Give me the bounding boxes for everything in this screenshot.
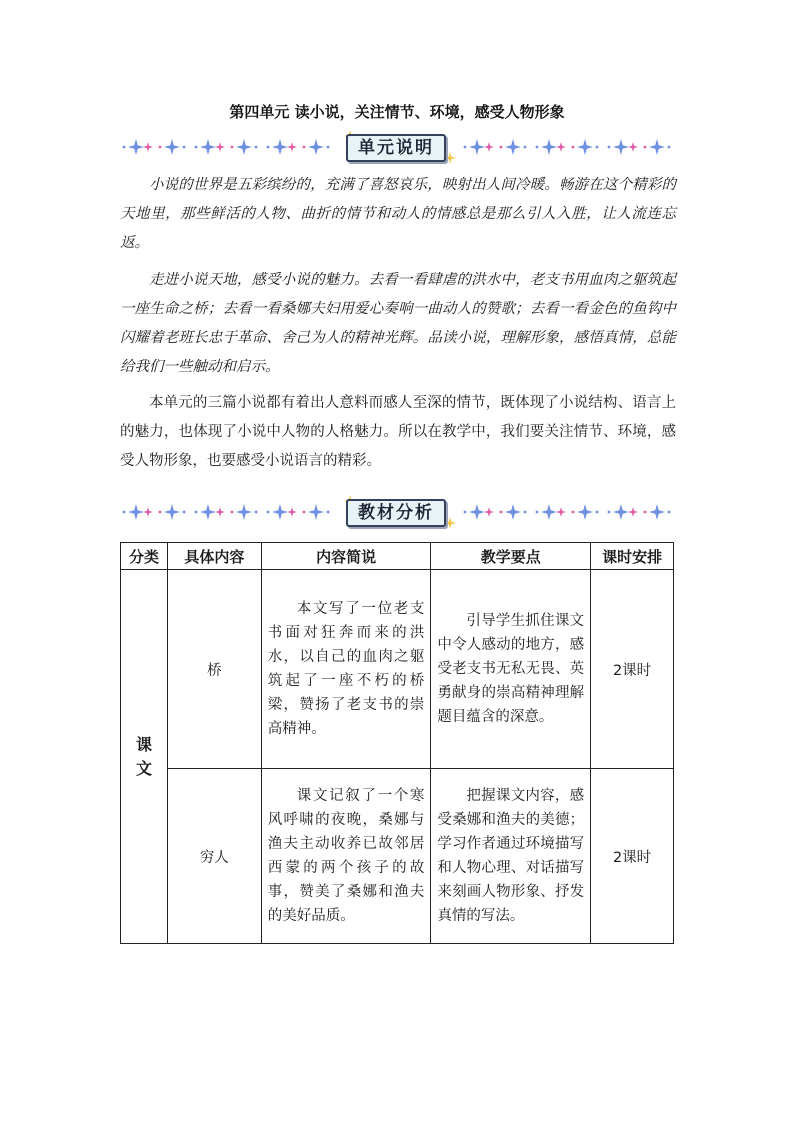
sparkle-dot-icon bbox=[231, 511, 234, 514]
sparkle-star-icon bbox=[613, 139, 629, 155]
sparkle-dot-icon bbox=[327, 511, 330, 514]
sparkle-dot-icon bbox=[668, 511, 671, 514]
sparkle-star-icon bbox=[200, 504, 216, 520]
intro-paragraph-2: 走进小说天地，感受小说的魅力。去看一看肆虐的洪水中，老支书用血肉之躯筑起一座生命之桥；去看一看桑娜夫妇用爱心奏响一曲动人的赞歌；去看一看金色的鱼钩中闪耀着老班长忠于革命、舍己为人的精神光辉。品读小说，理解形象，感悟真情，总能给我们一些触动和启示。 bbox=[120, 272, 676, 375]
sparkle-dot-icon bbox=[267, 146, 270, 149]
sparkle-dot-icon bbox=[572, 511, 575, 514]
sparkle-star-icon bbox=[541, 504, 557, 520]
category-label: 课文 bbox=[135, 734, 152, 778]
table-header-row bbox=[121, 543, 674, 570]
sparkle-dot-icon bbox=[327, 146, 330, 149]
sparkle-dot-icon bbox=[536, 511, 539, 514]
hours-cell: 2课时 bbox=[591, 570, 674, 769]
sparkle-dot-icon bbox=[183, 146, 186, 149]
sparkle-dot-icon bbox=[183, 511, 186, 514]
sparkle-dot-icon bbox=[572, 146, 575, 149]
sparkle-dot-icon bbox=[524, 511, 527, 514]
sparkle-star-icon bbox=[164, 139, 180, 155]
sparkle-star-icon bbox=[613, 504, 629, 520]
sparkle-star-icon bbox=[556, 507, 566, 517]
sparkle-dot-icon bbox=[596, 146, 599, 149]
summary-cell: 课文记叙了一个寒风呼啸的夜晚，桑娜与渔夫主动收养已故邻居西蒙的两个孩子的故事，赞美了桑娜和渔夫的美好品质。 bbox=[261, 769, 431, 944]
sparkle-star-icon bbox=[236, 139, 252, 155]
sparkle-star-icon bbox=[200, 139, 216, 155]
sparkle-star-icon bbox=[272, 139, 288, 155]
category-cell bbox=[121, 570, 168, 944]
sparkle-dot-icon bbox=[267, 511, 270, 514]
sparkle-star-icon bbox=[484, 507, 494, 517]
sparkle-dot-icon bbox=[644, 146, 647, 149]
sparkle-star-icon bbox=[215, 507, 225, 517]
sparkle-star-icon bbox=[556, 142, 566, 152]
sparkle-dot-icon bbox=[303, 146, 306, 149]
sparkle-star-icon bbox=[628, 507, 638, 517]
sparkle-dot-icon bbox=[195, 511, 198, 514]
sparkle-star-icon bbox=[649, 504, 665, 520]
sparkle-star-icon bbox=[308, 139, 324, 155]
sparkle-star-icon bbox=[649, 139, 665, 155]
section-badge-unit-description: 单元说明 bbox=[346, 134, 446, 162]
material-analysis-table bbox=[120, 542, 674, 944]
sparkle-dot-icon bbox=[644, 511, 647, 514]
sparkle-dot-icon bbox=[500, 146, 503, 149]
sparkle-star-icon bbox=[272, 504, 288, 520]
header-category: 分类 bbox=[121, 543, 168, 570]
header-summary: 内容简说 bbox=[261, 543, 431, 570]
sparkle-star-icon bbox=[128, 504, 144, 520]
sparkle-dot-icon bbox=[500, 511, 503, 514]
summary-cell: 本文写了一位老支书面对狂奔而来的洪水，以自己的血肉之躯筑起了一座不朽的桥梁，赞扬了老支书的崇高精神。 bbox=[261, 570, 431, 769]
key-points-cell: 引导学生抓住课文中令人感动的地方，感受老支书无私无畏、英勇献身的崇高精神理解题目蕴含的深意。 bbox=[431, 570, 591, 769]
sparkle-dot-icon bbox=[524, 146, 527, 149]
header-content: 具体内容 bbox=[167, 543, 261, 570]
hours-cell: 2课时 bbox=[591, 769, 674, 944]
sparkle-dot-icon bbox=[255, 146, 258, 149]
sparkle-dot-icon bbox=[123, 511, 126, 514]
sparkle-dot-icon bbox=[231, 146, 234, 149]
sparkle-dot-icon bbox=[608, 146, 611, 149]
content-cell: 桥 bbox=[167, 570, 261, 769]
sparkle-star-icon bbox=[469, 504, 485, 520]
sparkle-dot-icon bbox=[123, 146, 126, 149]
sparkle-star-icon bbox=[287, 507, 297, 517]
header-key-points: 教学要点 bbox=[431, 543, 591, 570]
sparkle-dot-icon bbox=[668, 146, 671, 149]
header-hours: 课时安排 bbox=[591, 543, 674, 570]
sparkle-star-icon bbox=[628, 142, 638, 152]
intro-paragraph-3: 本单元的三篇小说都有着出人意料而感人至深的情节，既体现了小说结构、语言上的魅力，也体现了小说中人物的人格魅力。所以在教学中，我们要关注情节、环境，感受人物形象，也要感受小说语言的精彩。 bbox=[120, 395, 676, 469]
sparkle-star-icon bbox=[236, 504, 252, 520]
table-row bbox=[121, 570, 674, 769]
sparkle-dot-icon bbox=[536, 146, 539, 149]
sparkle-star-icon bbox=[505, 504, 521, 520]
sparkle-dot-icon bbox=[464, 146, 467, 149]
sparkle-star-icon bbox=[577, 504, 593, 520]
sparkle-dot-icon bbox=[596, 511, 599, 514]
sparkle-star-icon bbox=[215, 142, 225, 152]
sparkle-dot-icon bbox=[159, 146, 162, 149]
sparkle-dot-icon bbox=[303, 511, 306, 514]
sparkle-dot-icon bbox=[159, 511, 162, 514]
section-banner-unit-description bbox=[120, 130, 676, 164]
sparkle-star-icon bbox=[308, 504, 324, 520]
sparkle-star-icon bbox=[287, 142, 297, 152]
table-row bbox=[121, 769, 674, 944]
sparkle-star-icon bbox=[143, 507, 153, 517]
sparkle-dot-icon bbox=[464, 511, 467, 514]
sparkle-star-icon bbox=[128, 139, 144, 155]
sparkle-star-icon bbox=[541, 139, 557, 155]
sparkle-dot-icon bbox=[255, 511, 258, 514]
sparkle-star-icon bbox=[484, 142, 494, 152]
sparkle-star-icon bbox=[143, 142, 153, 152]
section-banner-material-analysis bbox=[120, 495, 676, 529]
intro-paragraph-1: 小说的世界是五彩缤纷的，充满了喜怒哀乐，映射出人间冷暖。畅游在这个精彩的天地里，那些鲜活的人物、曲折的情节和动人的情感总是那么引人入胜，让人流连忘返。 bbox=[120, 177, 676, 251]
section-badge-material-analysis: 教材分析 bbox=[346, 499, 446, 527]
sparkle-dot-icon bbox=[608, 511, 611, 514]
sparkle-star-icon bbox=[469, 139, 485, 155]
page-title: 第四单元 读小说，关注情节、环境，感受人物形象 bbox=[229, 103, 565, 121]
sparkle-star-icon bbox=[577, 139, 593, 155]
key-points-cell: 把握课文内容，感受桑娜和渔夫的美德；学习作者通过环境描写和人物心理、对话描写来刻画人物形象、抒发真情的写法。 bbox=[431, 769, 591, 944]
sparkle-dot-icon bbox=[195, 146, 198, 149]
sparkle-star-icon bbox=[505, 139, 521, 155]
sparkle-star-icon bbox=[164, 504, 180, 520]
content-cell: 穷人 bbox=[167, 769, 261, 944]
